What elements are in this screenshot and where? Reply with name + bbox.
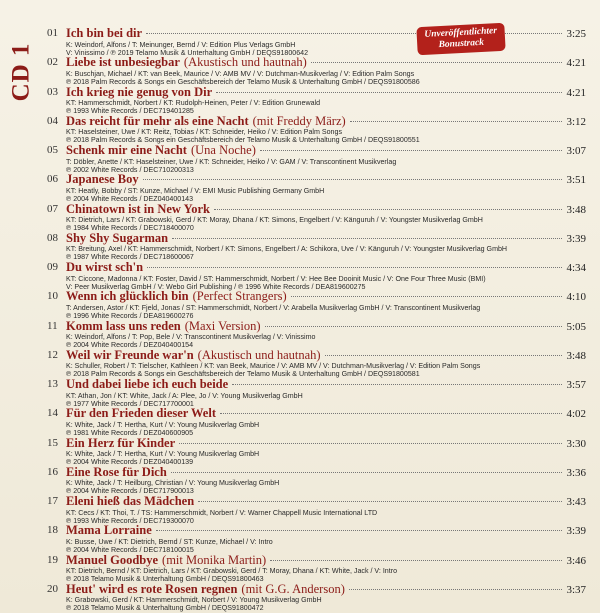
track-subtitle: (mit Monika Martin) [162,552,267,567]
track-row [0,143,600,172]
track-title-line [66,582,586,596]
track-number: 02 [47,56,58,69]
track-subtitle: (Akustisch und hautnah) [183,55,307,70]
track-credits-line-2: ℗ 1993 White Records / DEC719300070 [66,516,194,525]
leader-dots [232,384,562,385]
leader-dots [198,501,562,502]
track-number: 09 [47,261,58,273]
track-credits-line-2: ℗ 2004 White Records / DEC717900013 [66,487,194,496]
track-title: Wenn ich glücklich bin (Perfect Strangers) [66,289,287,304]
badge-line-2: Bonustrack [438,37,485,51]
track-credits-line-1: KT: Athan, Jon / KT: White, Jack / A: Plee, Jo / V: Young Musikverlag GmbH [66,391,303,400]
track-credits-line-2: ℗ 2018 Palm Records & Songs ein Geschäftsbereich der Telamo Musik & Unterhaltung GmbH / DEQS91800586 [66,77,420,86]
track-number: 19 [47,553,58,566]
track-row [0,523,600,552]
bonus-track-badge [416,23,505,56]
track-title: Liebe ist unbesiegbar (Akustisch und hautnah) [66,55,307,70]
track-credits-line-1: KT: Cecs / KT: Thoi, T. / TS: Hammerschmidt, Norbert / V: Warner Chappell Music International LTD [66,508,378,517]
track-row [0,377,600,406]
track-number: 01 [47,27,58,39]
track-credits-line-1: K: White, Jack / T: Hertha, Kurt / V: Young Musikverlag GmbH [66,420,260,429]
track-credits-line-2: ℗ 2004 White Records / DEZ040400139 [66,458,194,466]
leader-dots [216,92,562,93]
track-credits-line-2: ℗ 2004 White Records / DEZ040400154 [66,341,194,349]
track-number: 16 [47,465,58,478]
track-duration: 3:51 [566,174,586,187]
track-duration: 3:39 [566,525,586,538]
leader-dots [214,209,562,210]
track-title-line [66,406,586,420]
track-row [0,348,600,377]
track-title: Für den Frieden dieser Welt [66,406,216,421]
track-number: 17 [47,495,58,507]
track-title-line [66,348,586,362]
track-number: 03 [47,85,58,98]
track-credits-line-2: ℗ 2018 Palm Records & Songs ein Geschäftsbereich der Telamo Musik & Unterhaltung GmbH / DEQS91800551 [66,136,420,145]
track-credits-line-2: V: Peer Musikverlag GmbH / V: Webo Girl Publishing / ℗ 1996 White Records / DEA819600275 [66,282,366,291]
track-title: Das reicht für mehr als eine Nacht (mit Freddy März) [66,113,346,128]
track-title-line [66,26,586,40]
track-title: Eine Rose für Dich [66,464,167,479]
track-credits-line-1: KT: Breitung, Axel / KT: Hammerschmidt, Norbert / KT: Simons, Engelbert / A: Schikora, Uve / V: Känguruh / V: Youngster Musikverlag GmbH [66,245,508,254]
track-title: Und dabei liebe ich euch beide [66,377,229,391]
track-duration: 4:10 [566,291,586,304]
track-credits-line-2: ℗ 1996 White Records / DEA819600276 [66,311,194,320]
track-duration: 5:05 [566,320,586,333]
track-title-line [66,289,586,303]
track-credits-line-1: K: Grabowski, Gerd / KT: Hammerschmidt, Norbert / V: Young Musikverlag GmbH [66,596,322,605]
track-title: Komm lass uns reden (Maxi Version) [66,318,261,333]
leader-dots [265,326,563,327]
track-duration: 3:37 [566,583,586,596]
track-subtitle: (Akustisch und hautnah) [197,347,321,362]
track-duration: 3:46 [566,554,586,567]
track-title-line [66,114,586,128]
track-number: 14 [47,407,58,420]
track-row [0,582,600,611]
track-credits-line-2: V: Vinissimo / ℗ 2019 Telamo Musik & Unterhaltung GmbH / DEQS91800642 [66,48,309,57]
track-credits-line-2: ℗ 1977 White Records / DEC717700001 [66,399,194,408]
track-credits-line-2: ℗ 2004 White Records / DEC718100015 [66,545,194,554]
track-row [0,26,600,55]
leader-dots [350,121,563,122]
leader-dots [220,413,562,414]
track-number: 12 [47,348,58,361]
track-credits-line-1: KT: Haselsteiner, Uwe / KT: Reitz, Tobias / KT: Schneider, Heiko / V: Edition Palm Songs [66,128,342,137]
track-number: 18 [47,524,58,537]
track-title: Ein Herz für Kinder [66,435,176,450]
track-credits-line-2: ℗ 1981 White Records / DEZ040600905 [66,428,194,437]
track-subtitle: (Maxi Version) [184,318,261,333]
track-credits-line-1: K: Schuller, Robert / T: Tielscher, Kathleen / KT: van Beek, Maurice / V: AMB MV / V: Dutchman-Musikverlag / V: Edition Palm Songs [66,362,481,371]
track-title-line [66,202,586,216]
leader-dots [311,62,563,63]
track-duration: 4:34 [566,262,586,274]
track-number: 06 [47,173,58,186]
track-credits-line-1: K: Weindorf, Alfons / T: Pop, Bele / V: Transcontinent Musikverlag / V: Vinissimo [66,333,316,341]
track-title-line [66,55,586,69]
track-number: 08 [47,231,58,244]
track-title: Chinatown ist in New York [66,201,211,216]
leader-dots [156,530,563,531]
track-credits-line-1: KT: Dietrich, Bernd / KT: Dietrich, Lars / KT: Grabowski, Gerd / T: Moray, Dhana / KT: White, Jack / V: Intro [66,567,398,575]
leader-dots [147,267,562,268]
track-row [0,406,600,435]
leader-dots [349,589,563,590]
track-title: Schenk mir eine Nacht (Una Noche) [66,143,256,157]
track-subtitle: (mit Freddy März) [252,113,346,128]
track-credits-line-1: K: Buschjan, Michael / KT: van Beek, Maurice / V: AMB MV / V: Dutchman-Musikverlag / V: Edition Palm Songs [66,69,415,78]
track-number: 04 [47,114,58,127]
track-number: 10 [47,290,58,303]
track-title: Heut' wird es rote Rosen regnen (mit G.G. Anderson) [66,581,345,596]
track-duration: 4:21 [566,86,586,99]
track-title: Du wirst sch'n [66,260,144,274]
track-credits-line-2: ℗ 1993 White Records / DEC719401285 [66,107,194,115]
leader-dots [270,560,562,561]
track-row [0,55,600,84]
track-title: Weil wir Freunde war'n (Akustisch und hautnah) [66,347,321,362]
track-credits-line-1: KT: Heatly, Bobby / ST: Kunze, Michael / V: EMI Music Publishing Germany GmbH [66,186,325,195]
leader-dots [143,179,563,180]
track-credits-line-1: T: Andersen, Astor / KT: Fjeld, Jonas / ST: Hammerschmidt, Norbert / V: Arabella Musikverlag GmbH / V: Transcontinent Musikverlag [66,303,481,312]
track-duration: 3:57 [566,379,586,391]
track-number: 07 [47,202,58,215]
track-title-line [66,319,586,333]
track-subtitle: (mit G.G. Anderson) [241,581,345,596]
track-duration: 3:39 [566,232,586,245]
track-row [0,289,600,318]
track-title: Mama Lorraine [66,523,152,538]
track-row [0,436,600,465]
badge-line-1: Unveröffentlichter [424,26,498,40]
track-credits-line-1: K: White, Jack / T: Heilburg, Christian / V: Young Musikverlag GmbH [66,479,280,488]
track-credits-line-2: ℗ 1984 White Records / DEC718400070 [66,224,194,232]
track-row [0,494,600,523]
track-row [0,260,600,289]
track-credits-line-1: KT: Ciccone, Madonna / KT: Foster, David / ST: Hammerschmidt, Norbert / V: Hee Bee Dooinit Music / V: One Four Three Music (BMI) [66,274,486,283]
track-number: 15 [47,436,58,449]
track-number: 11 [47,319,58,332]
track-duration: 3:43 [566,496,586,508]
track-credits-line-2: ℗ 2002 White Records / DEC710200313 [66,165,194,174]
track-title-line [66,143,586,157]
track-title-line [66,436,586,450]
track-duration: 3:30 [566,437,586,450]
track-credits-line-1: T: Döbler, Anette / KT: Haselsteiner, Uwe / KT: Schneider, Heiko / V: GAM / V: Transcontinent Musikverlag [66,157,397,166]
leader-dots [325,355,563,356]
track-row [0,465,600,494]
track-list [0,26,600,611]
track-duration: 3:48 [566,349,586,362]
track-title: Shy Shy Sugarman [66,230,169,245]
track-title-line [66,523,586,537]
track-row [0,553,600,582]
track-title: Eleni hieß das Mädchen [66,494,195,508]
track-duration: 3:36 [566,466,586,479]
track-row [0,172,600,201]
track-row [0,114,600,143]
track-credits-line-1: K: Weindorf, Alfons / T: Meinunger, Bernd / V: Edition Plus Verlags GmbH [66,40,296,49]
leader-dots [260,150,563,151]
track-row [0,202,600,231]
track-title-line [66,231,586,245]
track-credits-line-2: ℗ 1987 White Records / DEC718600067 [66,253,194,262]
track-duration: 3:12 [566,115,586,128]
track-row [0,319,600,348]
track-credits-line-1: K: White, Jack / T: Hertha, Kurt / V: Young Musikverlag GmbH [66,450,260,458]
track-title-line [66,553,586,567]
track-duration: 3:48 [566,203,586,216]
leader-dots [171,472,563,473]
track-title: Manuel Goodbye (mit Monika Martin) [66,552,267,567]
track-credits-line-1: KT: Hammerschmidt, Norbert / KT: Rudolph-Heinen, Peter / V: Edition Grunewald [66,99,321,107]
track-title-line [66,172,586,186]
track-credits-line-2: ℗ 2018 Telamo Musik & Unterhaltung GmbH / DEQS91800472 [66,604,264,613]
track-duration: 4:02 [566,408,586,421]
track-number: 13 [47,378,58,390]
track-number: 20 [47,582,58,595]
track-subtitle: (Una Noche) [190,143,256,157]
track-title-line [66,85,586,99]
track-title: Ich bin bei dir [66,26,143,40]
track-duration: 3:07 [566,145,586,157]
track-credits-line-2: ℗ 2018 Telamo Musik & Unterhaltung GmbH / DEQS91800463 [66,575,264,583]
track-number: 05 [47,144,58,156]
leader-dots [179,443,562,444]
track-title: Japanese Boy [66,172,139,187]
track-credits-line-2: ℗ 2004 White Records / DEZ040400143 [66,194,194,203]
track-subtitle: (Perfect Strangers) [192,289,287,304]
track-title-line [66,260,586,274]
track-title-line [66,494,586,508]
track-credits-line-1: K: Busse, Uwe / KT: Dietrich, Bernd / ST: Kunze, Michael / V: Intro [66,537,273,546]
track-duration: 3:25 [566,28,586,40]
track-title-line [66,465,586,479]
track-title: Ich krieg nie genug von Dir [66,84,213,99]
track-duration: 4:21 [566,57,586,70]
leader-dots [172,238,562,239]
leader-dots [291,296,563,297]
track-title-line [66,377,586,391]
track-row [0,85,600,114]
track-row [0,231,600,260]
track-credits-line-1: KT: Dietrich, Lars / KT: Grabowski, Gerd / KT: Moray, Dhana / KT: Simons, Engelbert / V: Känguruh / V: Youngster Musikverlag GmbH [66,216,483,224]
track-credits-line-2: ℗ 2018 Palm Records & Songs ein Geschäftsbereich der Telamo Musik & Unterhaltung GmbH / DEQS91800581 [66,370,420,379]
cd-number-text: CD 1 [7,42,35,102]
